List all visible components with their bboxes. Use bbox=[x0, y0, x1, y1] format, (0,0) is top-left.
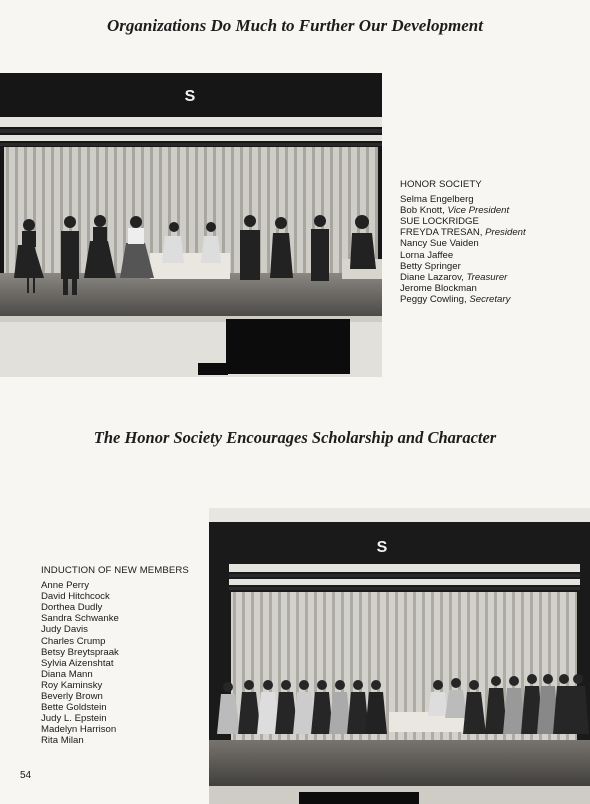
member-row: Judy Davis bbox=[41, 624, 88, 636]
member-row: Diane Lazarov, Treasurer bbox=[400, 271, 508, 283]
member-row: Peggy Cowling, Secretary bbox=[400, 293, 511, 305]
member-row: Charles Crump bbox=[41, 635, 106, 647]
member-row: Rita Milan bbox=[41, 735, 84, 747]
member-row: Beverly Brown bbox=[41, 691, 103, 703]
induction-photo bbox=[209, 508, 590, 804]
page-title: Organizations Do Much to Further Our Development bbox=[107, 16, 483, 35]
honor-society-photo bbox=[0, 73, 382, 377]
member-row: Lorna Jaffee bbox=[400, 249, 454, 261]
member-row: Madelyn Harrison bbox=[41, 724, 117, 736]
member-row: Diana Mann bbox=[41, 668, 93, 680]
honor-society-title: HONOR SOCIETY bbox=[400, 179, 482, 190]
member-row: FREYDA TRESAN, President bbox=[400, 227, 526, 239]
stage-emblem: S bbox=[184, 88, 196, 105]
induction-title: INDUCTION OF NEW MEMBERS bbox=[41, 565, 189, 576]
induction-caption bbox=[41, 565, 189, 747]
member-row: Jerome Blockman bbox=[400, 282, 477, 294]
member-row: Sandra Schwanke bbox=[41, 613, 119, 625]
member-row: SUE LOCKRIDGE bbox=[400, 216, 479, 228]
member-row: Nancy Sue Vaiden bbox=[400, 238, 479, 250]
member-row: Bob Knott, Vice President bbox=[400, 205, 510, 217]
member-row: Judy L. Epstein bbox=[41, 713, 107, 725]
stage-emblem: S bbox=[376, 539, 388, 556]
section-subtitle: The Honor Society Encourages Scholarship and Character bbox=[93, 428, 497, 447]
member-row: Roy Kaminsky bbox=[41, 679, 103, 691]
member-row: Dorthea Dudly bbox=[41, 602, 103, 614]
page-number: 54 bbox=[20, 770, 32, 781]
member-row: Anne Perry bbox=[41, 580, 89, 592]
member-row: Betsy Breytspraak bbox=[41, 646, 119, 658]
honor-society-caption bbox=[400, 179, 526, 305]
member-row: David Hitchcock bbox=[41, 591, 110, 603]
member-row: Selma Engelberg bbox=[400, 194, 474, 206]
member-row: Bette Goldstein bbox=[41, 702, 107, 714]
member-row: Betty Springer bbox=[400, 260, 461, 272]
member-row: Sylvia Aizenshtat bbox=[41, 657, 114, 669]
